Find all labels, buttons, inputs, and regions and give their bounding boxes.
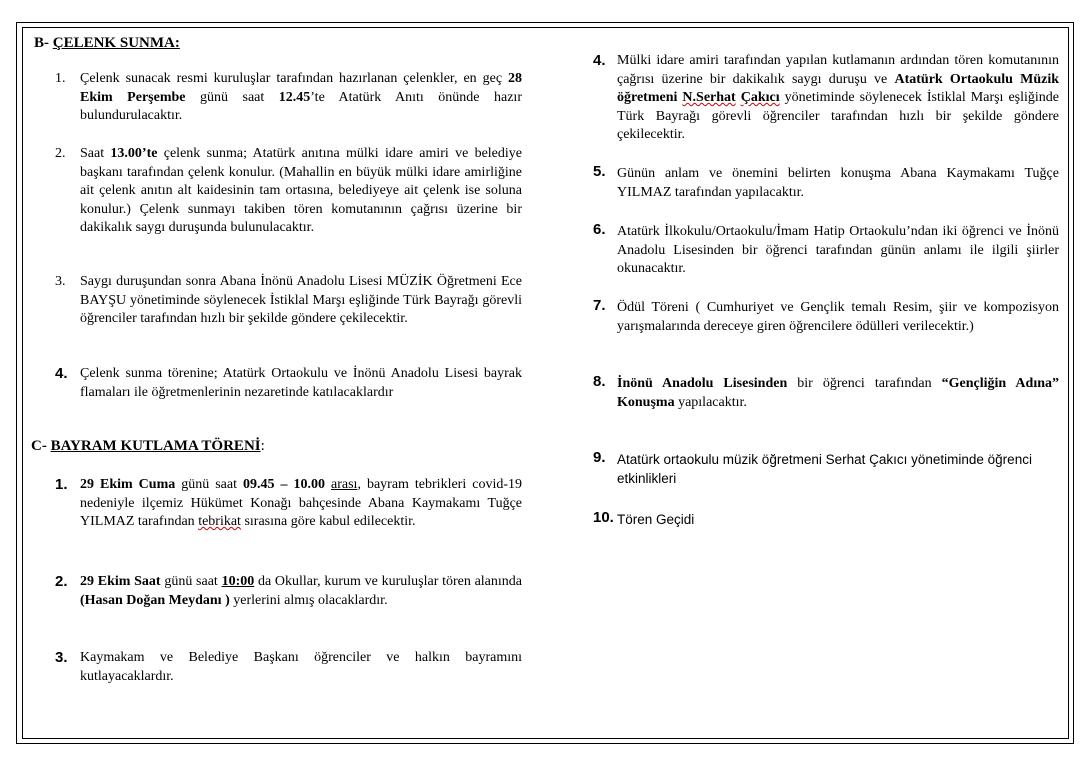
r-item-number: 6. [593,221,606,238]
r-item-number: 9. [593,449,606,466]
b-item-number: 3. [55,274,66,289]
c-item-2: 29 Ekim Saat günü saat 10:00 da Okullar, kurum ve kuruluşlar tören alanında (Hasan Doğan Meydanı ) yerlerini almış olacaklardır. [80,574,523,608]
c-item-number: 2. [55,573,68,590]
b-item-3: Saygı duruşundan sonra Abana İnönü Anadolu Lisesi MÜZİK Öğretmeni Ece BAYŞU yönetiminde söylenecek İstiklal Marşı eşliğinde Türk Bayrağı görevli öğrenciler tarafından hızlı bir şekilde göndere çekilecektir. [80,274,522,326]
b-item-number: 1. [55,71,66,86]
c-item-3: Kaymakam ve Belediye Başkanı öğrenciler ve halkın bayramını kutlayacaklardır. [80,650,522,684]
b-item-number: 4. [55,365,68,382]
section-b-title: ÇELENK SUNMA: [52,35,180,51]
r-item-8: İnönü Anadolu Lisesinden bir öğrenci tarafından “Gençliğin Adına” Konuşma yapılacaktır. [617,376,1060,410]
r-item-6: Atatürk İlkokulu/Ortaokulu/İmam Hatip Ortaokulu’ndan iki öğrenci ve İnönü Anadolu Lisesinden bir öğrenci tarafından günün anlamı ile ilgili şiirler okunacaktır. [617,224,1059,276]
r-item-4: Mülki idare amiri tarafından yapılan kutlamanın ardından tören komutanının çağrısı üzerine bir dakikalık saygı duruşu ve Atatürk Ortaokulu Müzik öğretmeni N.Serhat Çakıcı yönetiminde söylenecek İstiklal Marşı eşliğinde Türk Bayrağı görevli öğrenciler tarafından hızlı bir şekilde göndere çekilecektir. [617,53,1060,142]
r-item-number: 10. [593,509,614,526]
r-item-number: 8. [593,373,606,390]
r-item-number: 5. [593,163,606,180]
c-item-1: 29 Ekim Cuma günü saat 09.45 – 10.00 arası, bayram tebrikleri covid-19 nedeniyle ilçemiz Hükümet Konağı bahçesinde Abana Kaymakamı Tuğçe YILMAZ tarafından tebrikat sırasına göre kabul edilecektir. [80,477,522,529]
r-item-9: Atatürk ortaokulu müzik öğretmeni Serhat Çakıcı yönetiminde öğrenci etkinlikleri [617,452,1032,486]
b-item-2: Saat 13.00’te çelenk sunma; Atatürk anıtına mülki idare amiri ve belediye başkanı tarafından çelenk konulur. (Mahallin en büyük mülki idare amirliğine ait çelenk anıtın alt kaidesinin tam ortasına, belediyeye ait çelenk ise soluna konulur.) Çelenk sunmayı takiben tören komutanının çağrısı üzerine bir dakikalık saygı duruşunda bulunulacaktır. [80,146,523,235]
r-item-7: Ödül Töreni ( Cumhuriyet ve Gençlik temalı Resim, şiir ve kompozisyon yarışmalarında dereceye giren öğrencilere ödülleri verilecektir.) [617,300,1059,334]
b-item-4: Çelenk sunma törenine; Atatürk Ortaokulu ve İnönü Anadolu Lisesi bayrak flamaları ile öğretmenlerinin nezaretinde katılacaklardır [80,366,522,400]
b-item-number: 2. [55,146,66,161]
section-c-title: BAYRAM KUTLAMA TÖRENİ [50,438,261,454]
c-item-number: 1. [55,476,68,493]
r-item-number: 4. [593,52,606,69]
section-b-heading: B- ÇELENK SUNMA: [34,35,180,51]
r-item-number: 7. [593,297,606,314]
section-c-heading: C- BAYRAM KUTLAMA TÖRENİ: [31,438,265,454]
r-item-10: Tören Geçidi [617,512,695,527]
c-item-number: 3. [55,649,68,666]
b-item-1: Çelenk sunacak resmi kuruluşlar tarafından hazırlanan çelenkler, en geç 28 Ekim Perşembe günü saat 12.45’te Atatürk Anıtı önünde hazır bulundurulacaktır. [80,71,522,123]
r-item-5: Günün anlam ve önemini belirten konuşma Abana Kaymakamı Tuğçe YILMAZ tarafından yapılacaktır. [617,166,1059,200]
